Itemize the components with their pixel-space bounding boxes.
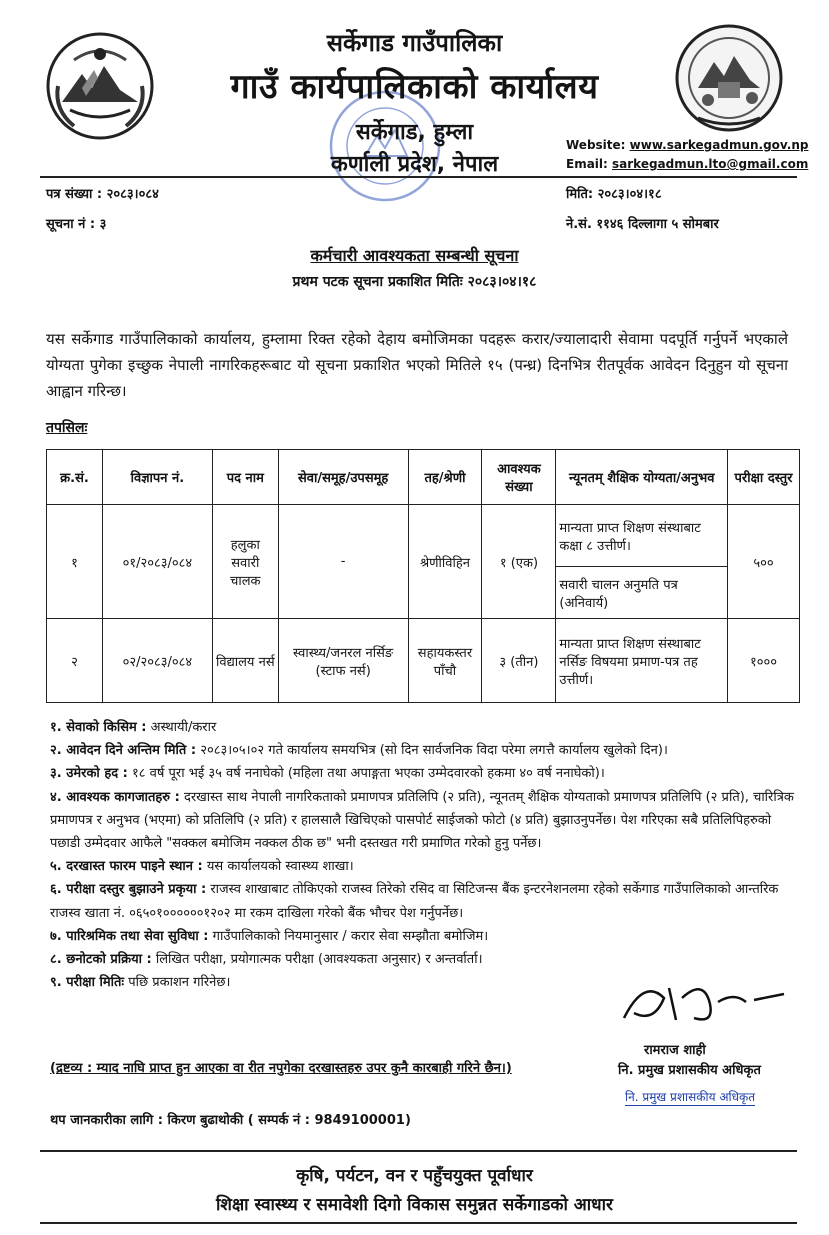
cell-qualification: मान्यता प्राप्त शिक्षण संस्थाबाट नर्सिङ विषयमा प्रमाण-पत्र तह उत्तीर्ण। [556,619,728,703]
note-label: ५. दरखास्त फारम पाइने स्थान : [50,859,203,875]
note-item [50,925,610,948]
col-header: क्र.सं. [47,450,103,505]
cell-level: श्रेणीविहिन [408,505,482,619]
col-header: तह/श्रेणी [408,450,482,505]
website-label: Website: [566,138,626,152]
col-header: परीक्षा दस्तुर [728,450,800,505]
nepal-sambat-date: ने.सं. ११४६ दिल्लागा ५ सोमबार [566,217,719,232]
cell-fee: १००० [728,619,800,703]
cell-qualification: सवारी चालन अनुमति पत्र (अनिवार्य) [556,567,728,619]
note-item [50,855,798,878]
note-item [50,716,798,739]
notice-body: यस सर्केगाड गाउँपालिकाको कार्यालय, हुम्लामा रिक्त रहेको देहाय बमोजिमका पदहरू करार/ज्यालादारी सेवामा पदपूर्ति गर्नुपर्ने भएकाले योग्यता पुगेका इच्छुक नेपाली नागरिकहरूबाट यो सूचना प्रकाशित भएको मितिले १५ (पन्ध्र) दिनभित्र रीतपूर्वक आवेदन दिनुहुन यो सूचना आह्वान गरिन्छ। [46,330,788,400]
note-label: ४. आवश्यक कागजातहरु : [50,789,180,805]
note-item [50,786,798,856]
note-item [50,739,798,762]
website-link[interactable]: www.sarkegadmun.gov.np [629,138,809,152]
signer-title: नि. प्रमुख प्रशासकीय अधिकृत [618,1063,761,1078]
footer-bottom-line [40,1222,797,1224]
note-label: ७. पारिश्रमिक तथा सेवा सुविधा : [50,928,209,944]
cell-level: सहायकस्तर पाँचौ [408,619,482,703]
note-text: यस कार्यालयको स्वास्थ्य शाखा। [202,859,354,875]
address-line-1: सर्केगाड, हुम्ला [355,120,474,145]
signer-name: रामराज शाही [644,1043,706,1058]
letter-number: पत्र संख्या : २०८३।०८४ [46,187,159,202]
notes-list [50,716,798,994]
signature [614,968,794,1038]
municipality-name: सर्केगाड गाउँपालिका [326,29,503,57]
header-divider [40,176,797,178]
cell-service: - [278,505,408,619]
date: मिति: २०८३।०४।१८ [566,187,662,202]
footer-slogan-2: शिक्षा स्वास्थ्य र समावेशी दिगो विकास समुन्नत सर्केगाडको आधार [215,1195,613,1215]
cell-post: विद्यालय नर्स [212,619,278,703]
cell-qualification: मान्यता प्राप्त शिक्षण संस्थाबाट कक्षा ८ उत्तीर्ण। [556,505,728,567]
footer-divider [40,1150,797,1152]
note-item [50,948,610,971]
note-text: अस्थायी/करार [146,720,217,735]
col-header: विज्ञापन नं. [102,450,212,505]
notice-number: सूचना नं : ३ [46,217,107,232]
cell-service: स्वास्थ्य/जनरल नर्सिङ (स्टाफ नर्स) [278,619,408,703]
note-label: ८. छनोटको प्रक्रिया : [50,952,152,968]
email-link[interactable]: sarkegadmun.lto@gmail.com [612,157,809,171]
note-label: २. आवेदन दिने अन्तिम मिति : [50,743,197,759]
note-text: गाउँपालिकाको नियमानुसार / करार सेवा सम्झौता बमोजिम। [208,928,489,944]
cell-fee: ५०० [728,505,800,619]
note-text: लिखित परीक्षा, प्रयोगात्मक परीक्षा (आवश्यकता अनुसार) र अन्तर्वार्ता। [151,952,483,968]
note-label: १. सेवाको किसिम : [50,720,147,735]
note-text: दरखास्त साथ नेपाली नागरिकताको प्रमाणपत्र प्रतिलिपि (२ प्रति), न्यूनतम् शैक्षिक योग्यताको प्रमाणपत्र प्रतिलिपि (२ प्रति), चारित्रिक प्रमाणपत्र र अनुभव (भएमा) को प्रतिलिपि (२ प्रति) र हालसालै खिचिएको पासपोर्ट साईजको फोटो (४ प्रति) बुझाउनुपर्नेछ। पेश गरिएका सबै प्रतिलिपिहरुको पछाडी उम्मेदवार आफैले "सक्कल बमोजिम नक्कल ठीक छ" भनी दस्तखत गरी प्रमाणित गरेको हुनु पर्नेछ। [50,789,794,852]
notice-title: कर्मचारी आवश्यकता सम्बन्धी सूचना [310,246,519,265]
note-text: १८ वर्ष पूरा भई ३५ वर्ष ननाघेको (महिला तथा अपाङ्गता भएका उम्मेदवारको हकमा ४० वर्ष ननाघेको)। [127,766,605,782]
col-header: न्यूनतम् शैक्षिक योग्यता/अनुभव [556,450,728,505]
col-header: पद नाम [212,450,278,505]
email-line [566,157,808,171]
details-heading: तपसिलः [46,420,88,436]
table-row [47,505,800,567]
email-label: Email: [566,157,608,171]
address-line-2: कर्णाली प्रदेश, नेपाल [330,152,499,177]
disclaimer: (द्रष्टव्य : म्याद नाघि प्राप्त हुन आएका वा रीत नपुगेका दरखास्तहरु उपर कुनै कारबाही गरिने छैन।) [50,1061,512,1076]
office-title: गाउँ कार्यपालिकाको कार्यालय [230,67,599,107]
col-header: आवश्यक संख्या [482,450,556,505]
published-date: प्रथम पटक सूचना प्रकाशित मितिः २०८३।०४।१८ [292,274,537,290]
col-header: सेवा/समूह/उपसमूह [278,450,408,505]
note-item [50,971,610,994]
note-text: राजस्व शाखाबाट तोकिएको राजस्व तिरेको रसिद वा सिटिजन्स बैंक इन्टरनेशनलमा रहेको सर्केगाड गाउँपालिकाको आन्तरिक राजस्व खाता नं. ०६५०१००००००१२०२ मा रकम दाखिला गरेको बैंक भौचर पेश गर्नुपर्नेछ। [50,882,779,921]
website-line [566,138,808,152]
note-label: ३. उमेरको हद : [50,766,128,782]
note-item [50,878,798,924]
table-header-row [47,450,800,505]
cell-advert-no: ०२/२०८३/०८४ [102,619,212,703]
note-text: पछि प्रकाशन गरिनेछ। [124,975,231,991]
footer-slogan-1: कृषि, पर्यटन, वन र पहुँचयुक्त पूर्वाधार [296,1166,533,1186]
contact-info: थप जानकारीका लागि : किरण बुढाथोकी ( सम्पर्क नं : 9849100001) [50,1113,411,1128]
cell-advert-no: ०१/२०८३/०८४ [102,505,212,619]
vacancy-table [46,449,800,703]
note-label: ९. परीक्षा मितिः [50,975,125,991]
cell-count: ३ (तीन) [482,619,556,703]
signer-stamp: नि. प्रमुख प्रशासकीय अधिकृत [625,1090,756,1104]
note-text: २०८३।०५।०२ गते कार्यालय समयभित्र (सो दिन सार्वजनिक विदा परेमा लगत्तै कार्यालय खुलेको दिन)। [196,743,668,759]
cell-count: १ (एक) [482,505,556,619]
note-label: ६. परीक्षा दस्तुर बुझाउने प्रकृया : [50,882,207,898]
cell-post: हलुका सवारी चालक [212,505,278,619]
note-item [50,762,798,785]
cell-sn: २ [47,619,103,703]
table-row [47,619,800,703]
cell-sn: १ [47,505,103,619]
